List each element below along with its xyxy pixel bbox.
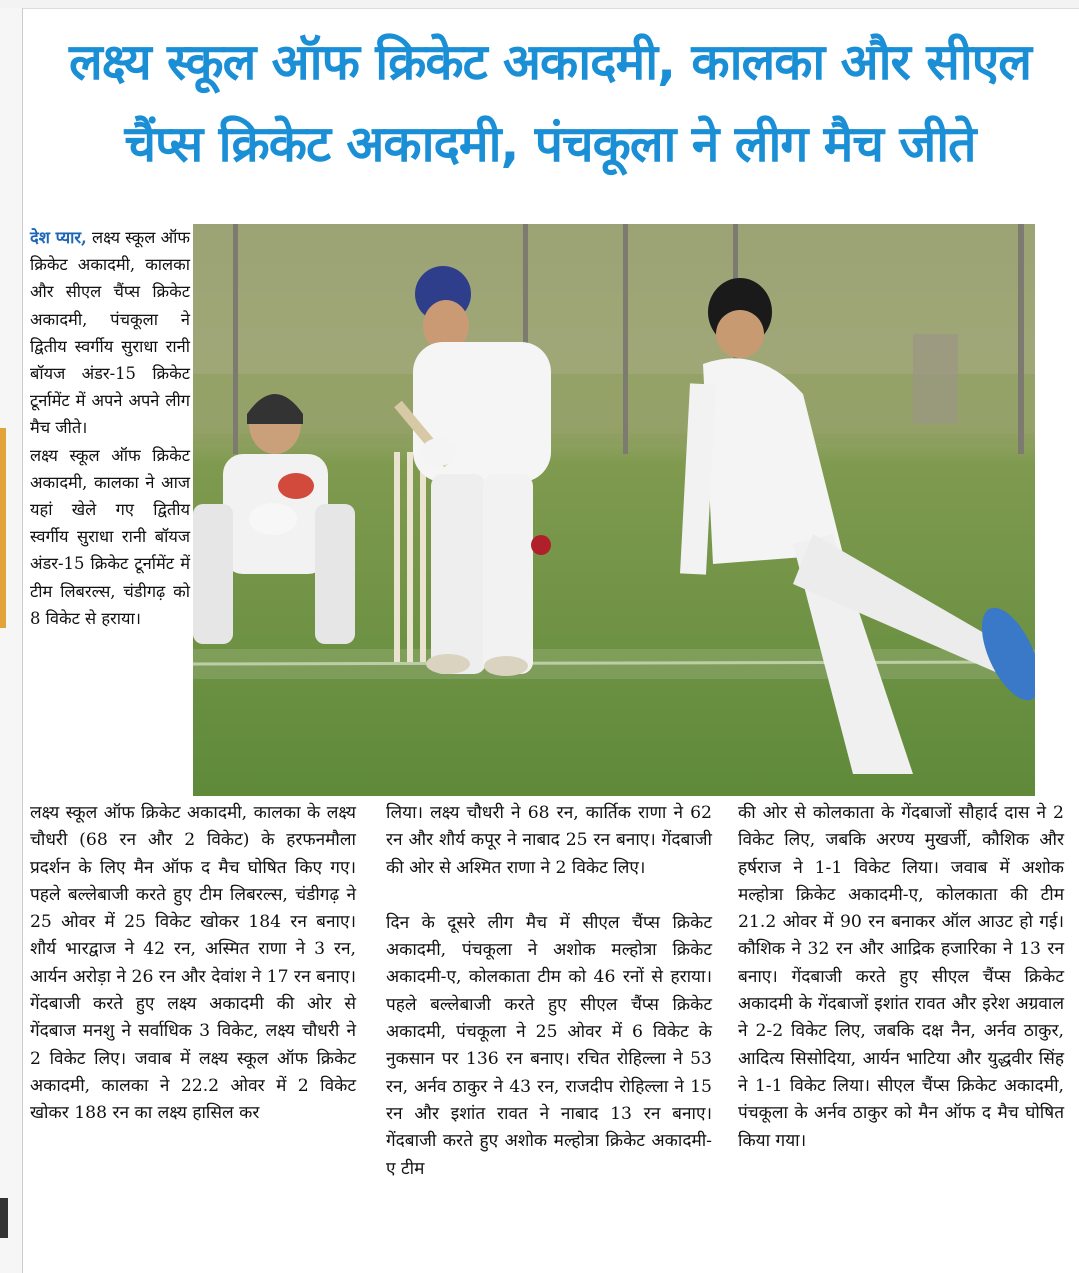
- cricket-ball: [531, 535, 551, 555]
- headline-line-2: चैंप्स क्रिकेट अकादमी, पंचकूला ने लीग मैच जीते: [124, 115, 976, 173]
- intro-paragraph-2: लक्ष्य स्कूल ऑफ क्रिकेट अकादमी, कालका ने आज यहां खेले गए द्वितीय स्वर्गीय सुराधा रानी बॉयज अंडर-15 क्रिकेट टूर्नामेंट में टीम लिबरल्स, चंडीगढ़ को 8 विकेट से हराया।: [30, 445, 190, 628]
- column-2-paragraph-1: लिया। लक्ष्य चौधरी ने 68 रन, कार्तिक राणा ने 62 रन और शौर्य कपूर ने नाबाद 25 रन बनाए। गेंदबाजी की ओर से अश्मित राणा ने 2 विकेट लिए।: [386, 803, 712, 878]
- article-column-2: [386, 800, 712, 1183]
- cricket-match-photo: [193, 224, 1035, 796]
- headline-line-1: लक्ष्य स्कूल ऑफ क्रिकेट अकादमी, कालका और सीएल: [68, 33, 1032, 91]
- margin-dark-mark: [0, 1198, 8, 1238]
- intro-paragraph-1: [30, 224, 190, 442]
- dateline: देश प्यार,: [30, 228, 87, 247]
- column-1-paragraph: लक्ष्य स्कूल ऑफ क्रिकेट अकादमी, कालका के लक्ष्य चौधरी (68 रन और 2 विकेट) के हरफनमौला प्रदर्शन के लिए मैन ऑफ द मैच घोषित किए गए। पहले बल्लेबाजी करते हुए टीम लिबरल्स, चंडीगढ़ ने 25 ओवर में 25 विकेट खोकर 184 रन बनाए। शौर्य भारद्वाज ने 42 रन, अस्मित राणा ने 3 रन, आर्यन अरोड़ा ने 26 रन और देवांश ने 17 रन बनाए। गेंदबाजी करते हुए लक्ष्य अकादमी की ओर से गेंदबाज मनशु ने सर्वाधिक 3 विकेट, लक्ष्य चौधरी ने 2 विकेट लिए। जवाब में लक्ष्य स्कूल ऑफ क्रिकेट अकादमी, कालका ने 22.2 ओवर में 2 विकेट खोकर 188 रन का लक्ष्य हासिल कर: [30, 803, 356, 1124]
- paragraph-gap: [386, 882, 712, 910]
- article-column-1: [30, 800, 356, 1128]
- intro-column: [30, 224, 190, 632]
- article-column-3: [738, 800, 1064, 1155]
- intro-text-1: लक्ष्य स्कूल ऑफ क्रिकेट अकादमी, कालका और सीएल चैंप्स क्रिकेट अकादमी, पंचकूला ने द्वितीय स्वर्गीय सुराधा रानी बॉयज अंडर-15 क्रिकेट टूर्नामेंट में अपने अपने लीग मैच जीते।: [30, 228, 190, 438]
- column-3-paragraph: की ओर से कोलकाता के गेंदबाजों सौहार्द दास ने 2 विकेट लिए, जबकि अरण्य मुखर्जी, कौशिक और हर्षराज ने 1-1 विकेट लिया। जवाब में अशोक मल्होत्रा क्रिकेट अकादमी-ए, कोलकाता की टीम 21.2 ओवर में 90 रन बनाकर ऑल आउट हो गई। कौशिक ने 32 रन और आद्रिक हजारिका ने 13 रन बनाए। गेंदबाजी करते हुए सीएल चैंप्स क्रिकेट अकादमी के गेंदबाजों इशांत रावत और इरेश अग्रवाल ने 2-2 विकेट लिए, जबकि दक्ष नैन, अर्नव ठाकुर, आदित्य सिसोदिया, आर्यन भाटिया और युद्धवीर सिंह ने 1-1 विकेट लिया। सीएल चैंप्स क्रिकेट अकादमी, पंचकूला के अर्नव ठाकुर को मैन ऑफ द मैच घोषित किया गया।: [738, 803, 1064, 1151]
- column-2-paragraph-2: दिन के दूसरे लीग मैच में सीएल चैंप्स क्रिकेट अकादमी, पंचकूला ने अशोक मल्होत्रा क्रिकेट अकादमी-ए, कोलकाता टीम को 46 रनों से हराया। पहले बल्लेबाजी करते हुए सीएल चैंप्स क्रिकेट अकादमी, पंचकूला ने 25 ओवर में 6 विकेट के नुकसान पर 136 रन बनाए। रचित रोहिल्ला ने 53 रन, अर्नव ठाकुर ने 43 रन, राजदीप रोहिल्ला ने 15 रन और इशांत रावत ने नाबाद 13 रन बनाए। गेंदबाजी करते हुए अशोक मल्होत्रा क्रिकेट अकादमी-ए टीम: [386, 912, 712, 1179]
- margin-color-mark: [0, 428, 6, 628]
- top-border-strip: [0, 0, 1079, 9]
- wicket-stumps: [394, 452, 426, 662]
- left-margin-strip: [0, 8, 23, 1273]
